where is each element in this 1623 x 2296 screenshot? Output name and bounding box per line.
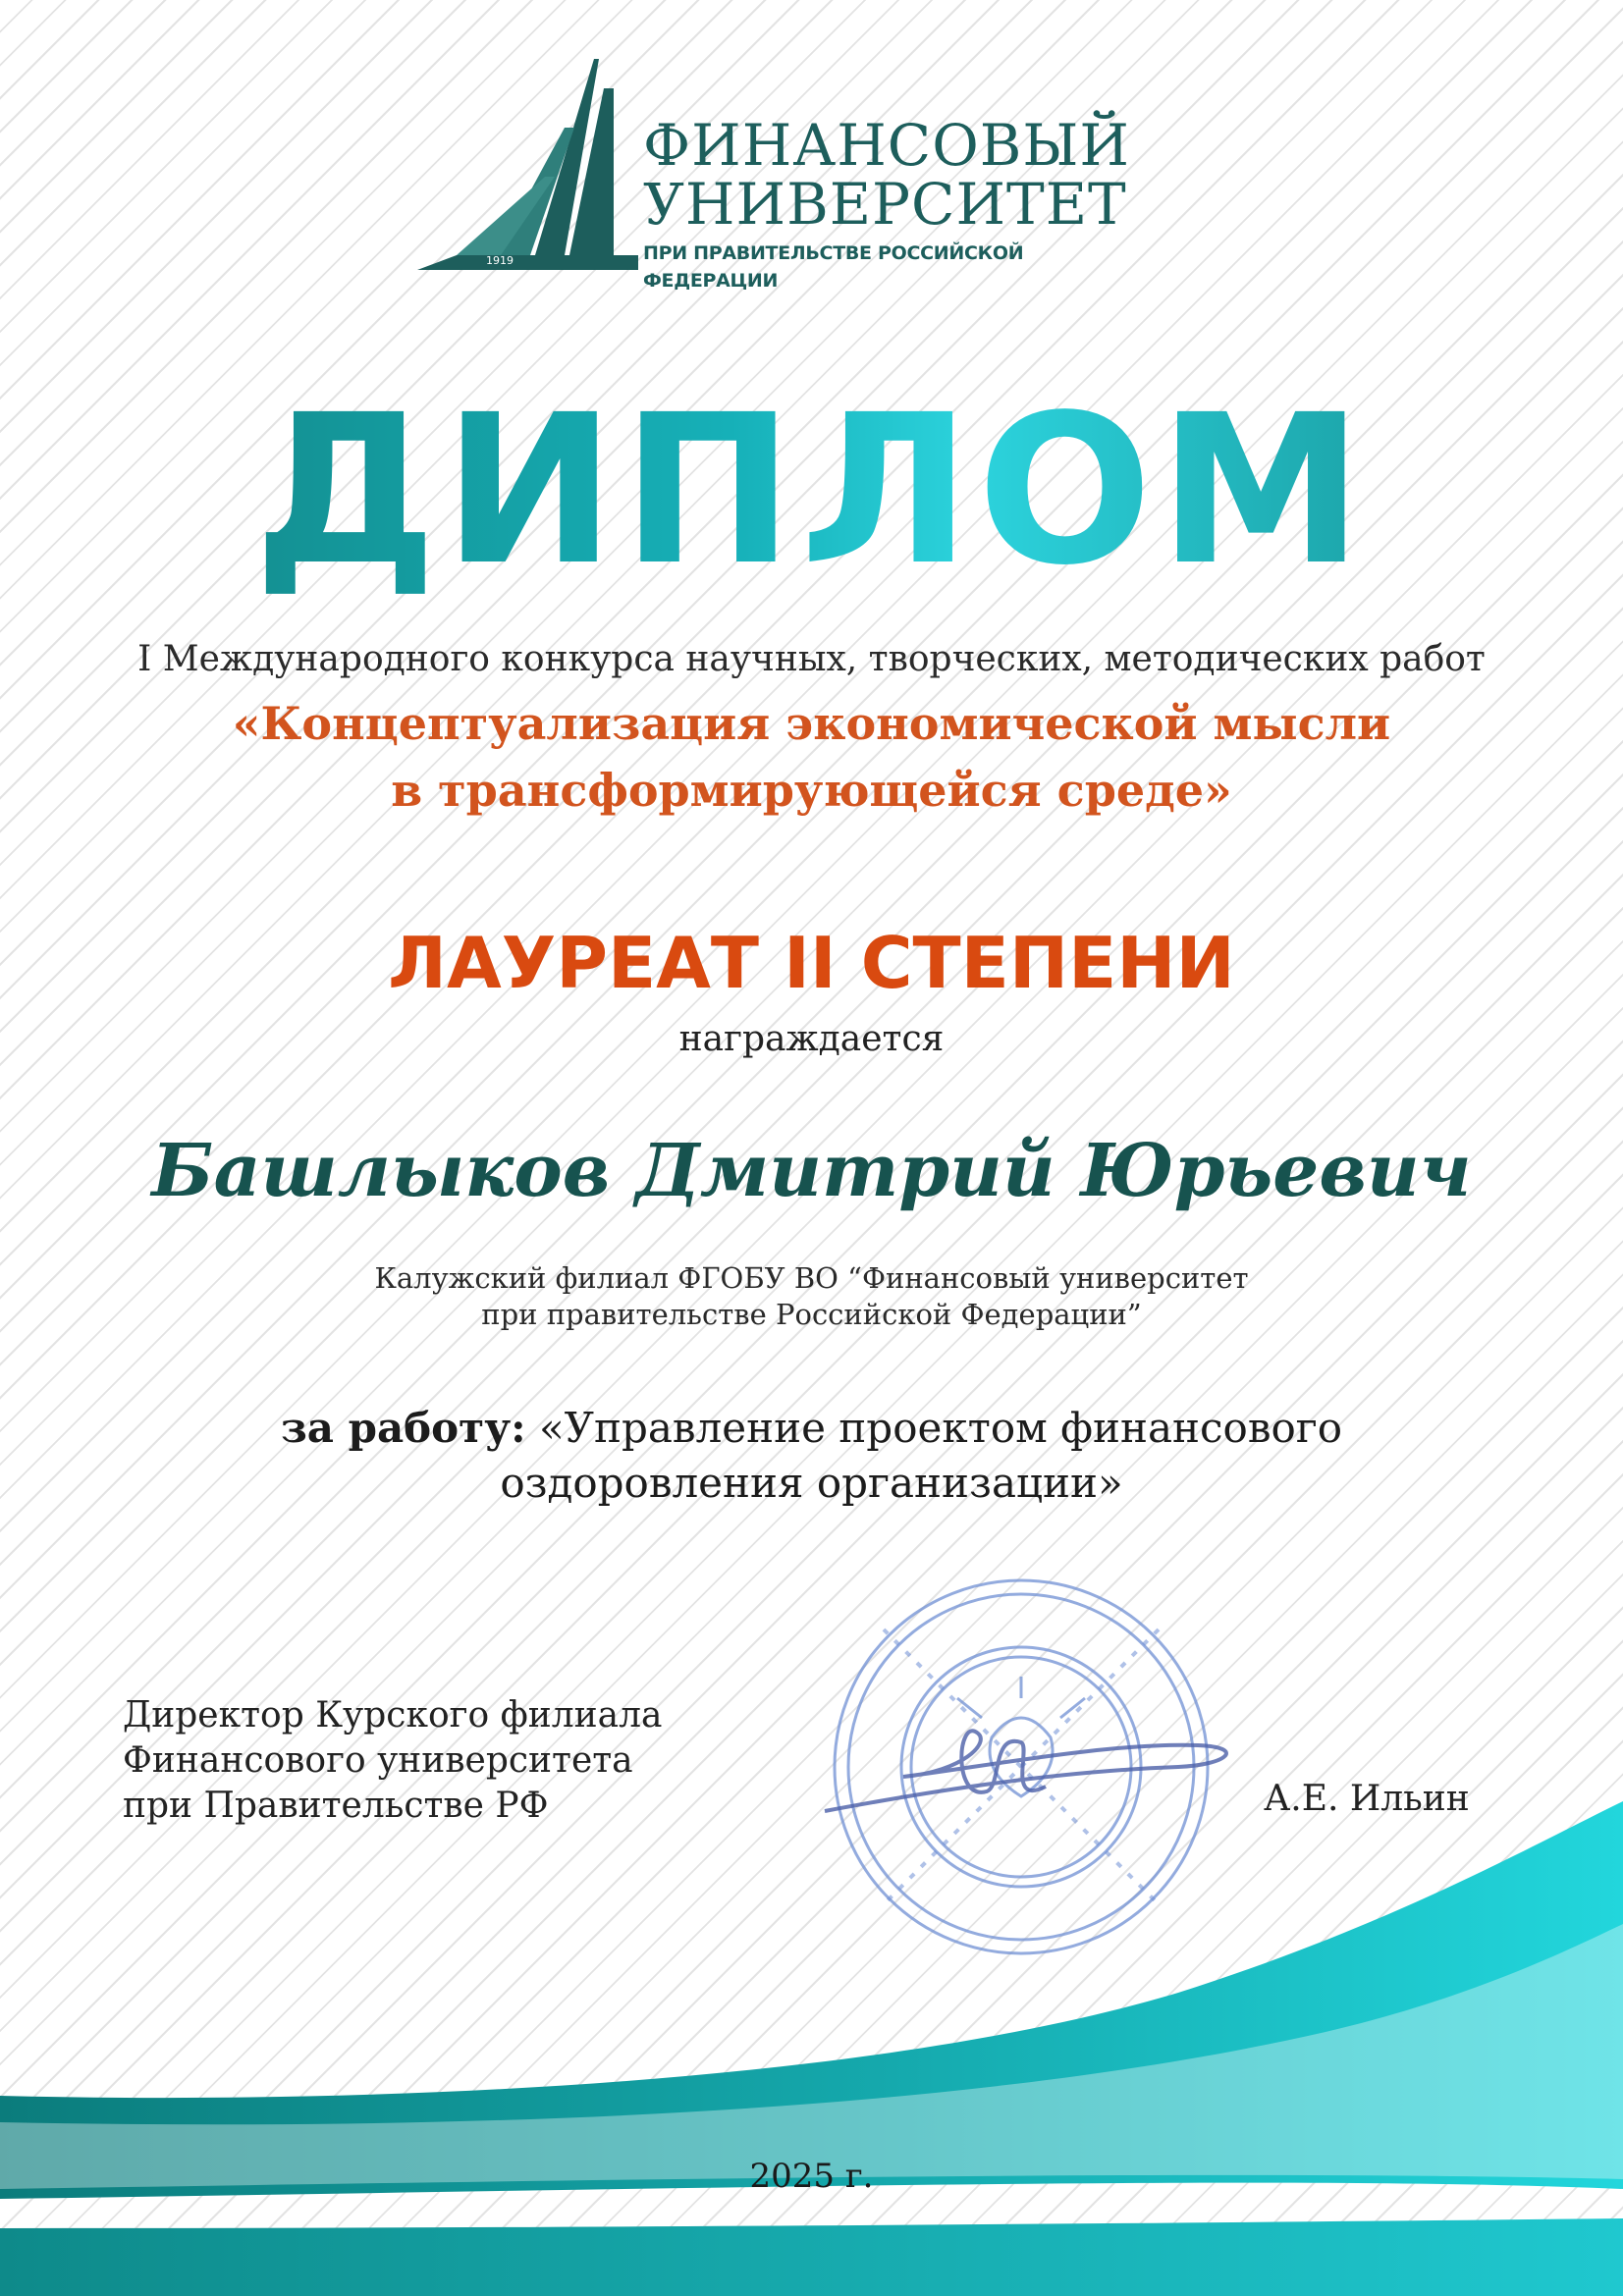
signer-title-line-1: Директор Курского филиала <box>123 1695 663 1735</box>
logo-line-1: ФИНАНСОВЫЙ <box>643 112 1131 179</box>
logo-line-3: ПРИ ПРАВИТЕЛЬСТВЕ РОССИЙСКОЙ ФЕДЕРАЦИИ <box>643 242 1024 292</box>
signer-title <box>123 1693 712 1829</box>
logo-wordmark <box>643 112 1131 294</box>
work-prefix: за работу: <box>280 1404 526 1452</box>
logo-year: 1919 <box>486 254 514 267</box>
laureate-degree: ЛАУРЕАТ II СТЕПЕНИ <box>388 922 1235 1004</box>
contest-description: I Международного конкурса научных, творческих, методических работ <box>137 639 1486 679</box>
diploma-title: ДИПЛОМ <box>0 378 1623 604</box>
financial-university-logo-icon <box>417 59 643 275</box>
work-title-part-1: «Управление проектом финансового <box>538 1404 1343 1452</box>
awarded-label: награждается <box>678 1019 945 1059</box>
contest-name-line-1: «Концептуализация экономической мысли <box>232 697 1391 750</box>
signer-title-line-2: Финансового университета <box>123 1740 633 1781</box>
logo-line-2: УНИВЕРСИТЕТ <box>643 171 1127 238</box>
signer-title-line-3: при Правительстве РФ <box>123 1786 549 1826</box>
organization-line-1: Калужский филиал ФГОБУ ВО “Финансовый университет <box>374 1261 1249 1295</box>
signer-name: А.Е. Ильин <box>1264 1779 1470 1819</box>
recipient-name: Башлыков Дмитрий Юрьевич <box>151 1129 1472 1213</box>
contest-name-line-2: в трансформирующейся среде» <box>391 764 1232 817</box>
work-title-line-2: оздоровления организации» <box>500 1459 1123 1507</box>
signature-scribble <box>825 1731 1226 1811</box>
work-title-line-1 <box>0 1402 1623 1455</box>
issue-year: 2025 г. <box>749 2157 874 2196</box>
organization-line-2: при правительстве Российской Федерации” <box>481 1298 1142 1331</box>
official-stamp-seal <box>785 1571 1257 1963</box>
